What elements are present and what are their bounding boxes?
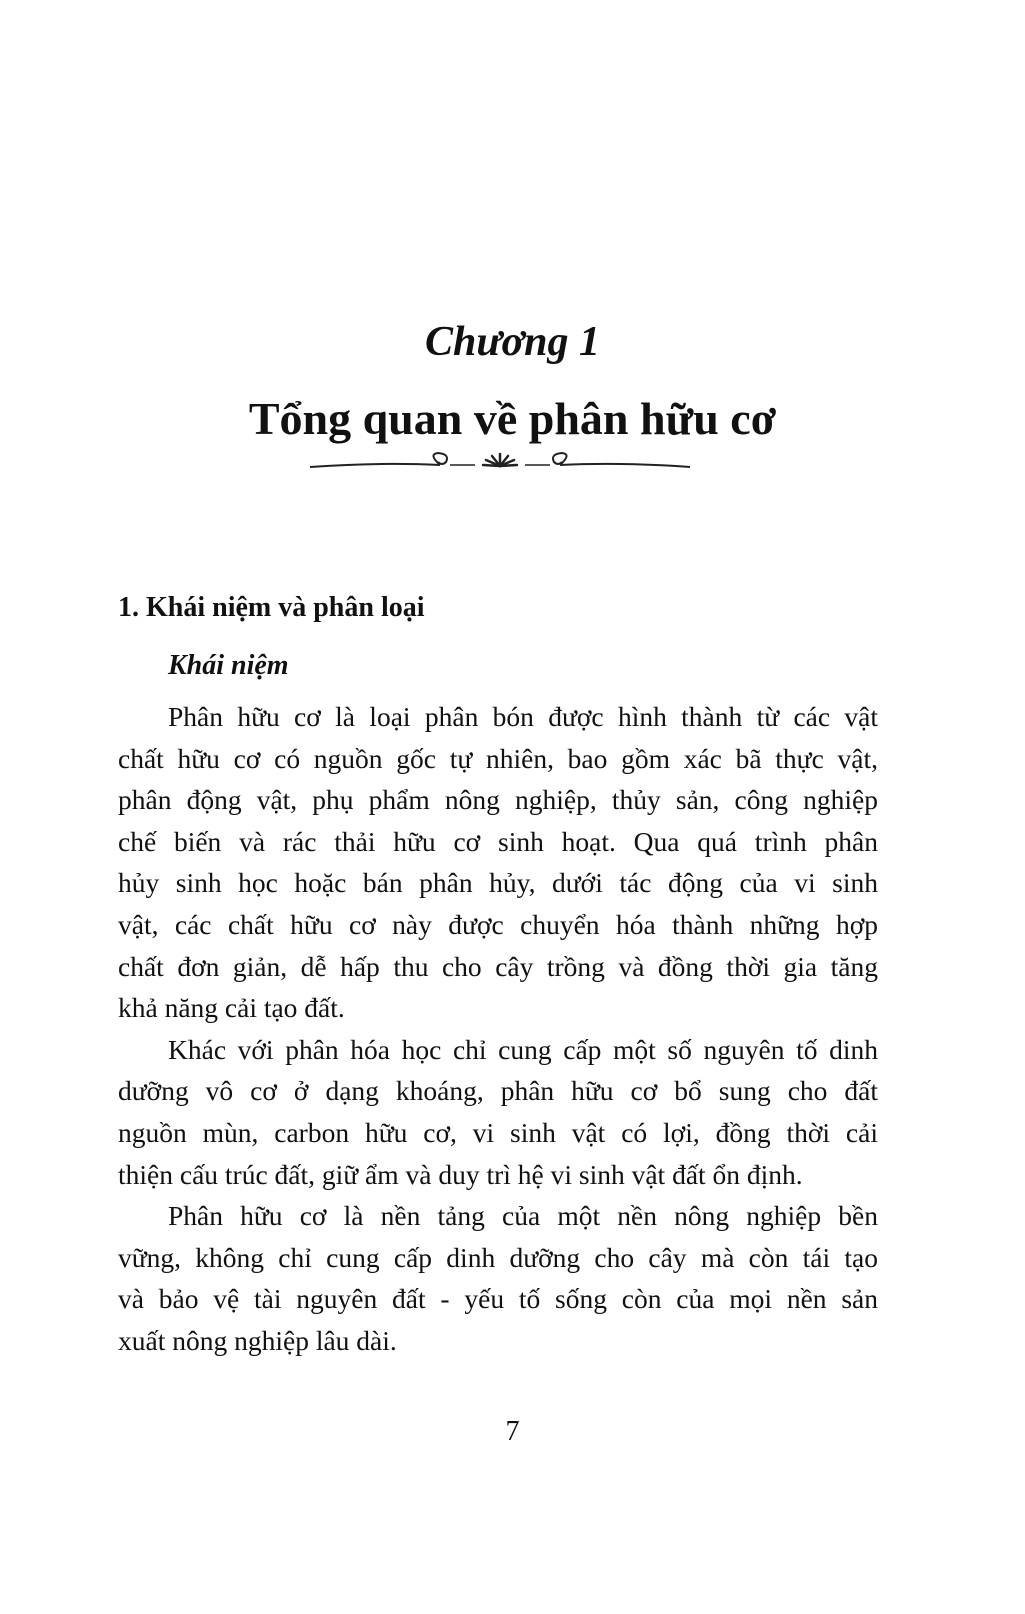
ornament-divider-icon: [300, 450, 700, 476]
text-line: nguồn mùn, carbon hữu cơ, vi sinh vật có lợi, đồng thời cải: [118, 1116, 878, 1148]
section-subheading: Khái niệm: [168, 650, 289, 681]
page-number: 7: [505, 1416, 520, 1447]
chapter-title: Tổng quan về phân hữu cơ: [248, 393, 777, 444]
text-line: Phân hữu cơ là loại phân bón được hình thành từ các vật: [168, 701, 878, 732]
text-line: chất đơn giản, dễ hấp thu cho cây trồng và đồng thời gia tăng: [118, 950, 878, 982]
paragraph: [118, 696, 878, 1029]
text-line: phân động vật, phụ phẩm nông nghiệp, thủy sản, công nghiệp: [118, 784, 878, 816]
text-line: hủy sinh học hoặc bán phân hủy, dưới tác động của vi sinh: [118, 867, 878, 899]
text-line: vật, các chất hữu cơ này được chuyển hóa thành những hợp: [118, 908, 878, 940]
chapter-label: Chương 1: [425, 319, 600, 365]
text-line: Khác với phân hóa học chỉ cung cấp một số nguyên tố dinh: [168, 1033, 878, 1065]
text-line: xuất nông nghiệp lâu dài.: [118, 1324, 397, 1356]
text-line: Phân hữu cơ là nền tảng của một nền nông nghiệp bền: [168, 1200, 878, 1232]
text-line: và bảo vệ tài nguyên đất - yếu tố sống còn của mọi nền sản: [118, 1283, 878, 1315]
text-line: khả năng cải tạo đất.: [118, 992, 345, 1024]
text-line: chế biến và rác thải hữu cơ sinh hoạt. Qua quá trình phân: [118, 825, 878, 857]
text-line: chất hữu cơ có nguồn gốc tự nhiên, bao gồm xác bã thực vật,: [118, 742, 878, 774]
text-line: thiện cấu trúc đất, giữ ẩm và duy trì hệ vi sinh vật đất ổn định.: [118, 1158, 803, 1190]
body-text: [118, 696, 878, 1362]
section-heading: 1. Khái niệm và phân loại: [118, 592, 425, 623]
paragraph: [118, 1195, 878, 1361]
text-line: dưỡng vô cơ ở dạng khoáng, phân hữu cơ bổ sung cho đất: [118, 1075, 878, 1107]
text-line: vững, không chỉ cung cấp dinh dưỡng cho cây mà còn tái tạo: [118, 1241, 878, 1273]
paragraph: [118, 1029, 878, 1195]
